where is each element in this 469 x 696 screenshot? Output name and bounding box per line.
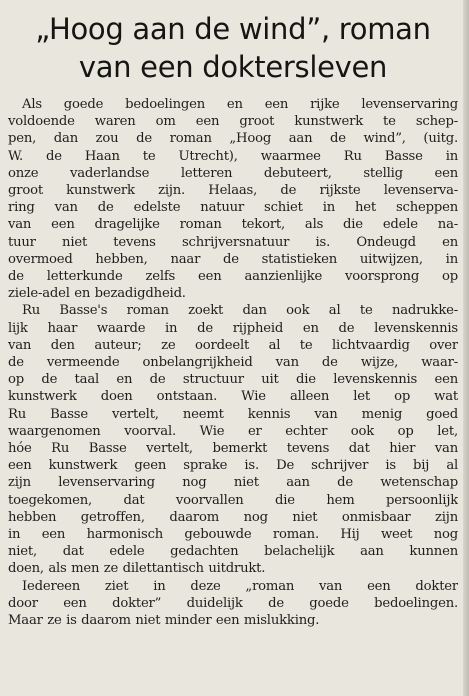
text-line: voldoende waren om een groot kunstwerk te schep- [8, 114, 458, 130]
text-line: een kunstwerk geen sprake is. De schrijver is bij al [8, 458, 458, 474]
text-line: van den auteur; ze oordeelt al te lichtvaardig over [8, 337, 458, 353]
text-line: de vermeende onbelangrijkheid van de wijze, waar- [8, 355, 458, 371]
text-line: ring van de edelste natuur schiet in het scheppen [8, 200, 458, 216]
article-paragraph [8, 578, 458, 630]
text-line: onze vaderlandse letteren debuteert, stellig een [8, 165, 458, 181]
text-line: niet, dat edele gedachten belachelijk aan kunnen [8, 544, 458, 560]
headline-line-2: van een doktersleven [78, 50, 388, 84]
text-line: door een dokter” duidelijk de goede bedoelingen. [8, 595, 458, 611]
text-line: op de taal en de structuur uit die levenskennis een [8, 372, 458, 388]
newspaper-article [8, 10, 458, 629]
text-line: kunstwerk doen ontstaan. Wie alleen let op wat [8, 389, 458, 405]
text-line: hebben getroffen, daarom nog niet onmisbaar zijn [8, 509, 458, 525]
text-line: van een dragelijke roman tekort, als die edele na- [8, 217, 458, 233]
text-line: waargenomen voorval. Wie er echter ook op let, [8, 423, 458, 439]
text-line: overmoed hebben, naar de statistieken uitwijzen, in [8, 251, 458, 267]
text-line: tuur niet tevens schrijversnatuur is. Ondeugd en [8, 234, 458, 250]
article-paragraph [8, 302, 458, 577]
text-line: toegekomen, dat voorvallen die hem persoonlijk [8, 492, 458, 508]
headline-line-1: „Hoog aan de wind”, roman [35, 12, 431, 46]
text-line: de letterkunde zelfs een aanzienlijke voorsprong op [8, 269, 458, 285]
text-line: lijk haar waarde in de rijpheid en de levenskennis [8, 320, 458, 336]
article-body [8, 96, 458, 629]
text-line: pen, dan zou de roman „Hoog aan de wind”, (uitg. [8, 131, 458, 147]
text-line: doen, als men ze dilettantisch uitdrukt. [8, 561, 266, 577]
text-line: in een harmonisch gebouwde roman. Hij weet nog [8, 527, 458, 543]
text-line: hóe Ru Basse vertelt, bemerkt tevens dat hier van [8, 441, 458, 457]
text-line: Ru Basse vertelt, neemt kennis van menig goed [8, 406, 458, 422]
text-line: Iedereen ziet in deze „roman van een dokter [22, 578, 458, 594]
text-line: Ru Basse's roman zoekt dan ook al te nadrukke- [22, 303, 458, 319]
text-line: ziele-adel en bezadigdheid. [8, 286, 186, 302]
text-line: zijn levenservaring nog niet aan de wetenschap [8, 475, 458, 491]
text-line: groot kunstwerk zijn. Helaas, de rijkste levenserva- [8, 183, 458, 199]
text-line: Als goede bedoelingen en een rijke levenservaring [22, 97, 458, 112]
page-edge [463, 0, 469, 696]
article-headline [8, 10, 458, 86]
text-line: W. de Haan te Utrecht), waarmee Ru Basse in [8, 148, 458, 164]
text-line: Maar ze is daarom niet minder een mislukking. [8, 613, 320, 629]
article-paragraph [8, 96, 458, 302]
